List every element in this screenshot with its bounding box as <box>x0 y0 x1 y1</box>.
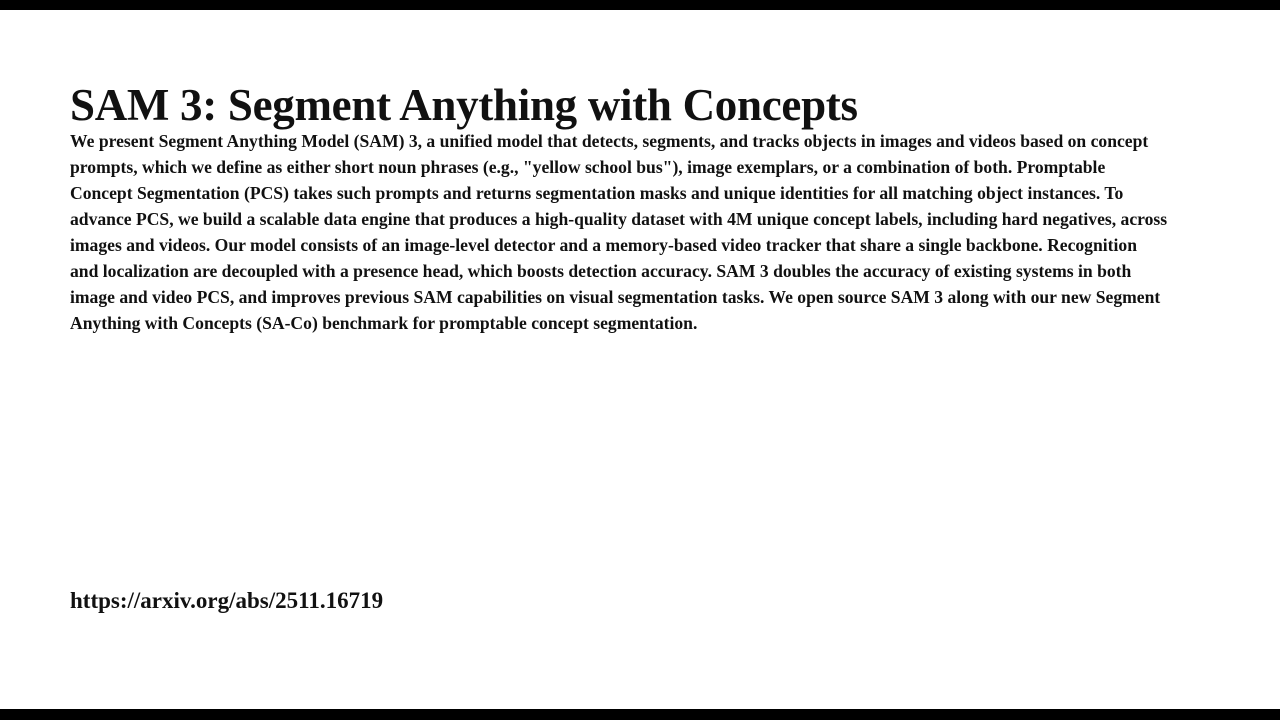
abstract-line: Concept Segmentation (PCS) takes such prompts and returns segmentation masks and unique identities for all matching object instances. To <box>70 183 1124 203</box>
abstract-line: and localization are decoupled with a presence head, which boosts detection accuracy. SAM 3 doubles the accuracy of existing systems in both <box>70 261 1132 281</box>
abstract-line: advance PCS, we build a scalable data engine that produces a high-quality dataset with 4M unique concept labels, including hard negatives, across <box>70 209 1168 229</box>
abstract-line: image and video PCS, and improves previous SAM capabilities on visual segmentation tasks. We open source SAM 3 along with our new Segment <box>70 287 1161 307</box>
abstract-line: images and videos. Our model consists of an image-level detector and a memory-based video tracker that share a single backbone. Recognition <box>70 235 1137 255</box>
abstract-line: Anything with Concepts (SA-Co) benchmark for promptable concept segmentation. <box>70 313 698 333</box>
letterbox-top <box>0 0 1280 10</box>
letterbox-bottom <box>0 709 1280 720</box>
abstract-text <box>70 128 1167 336</box>
arxiv-link[interactable]: https://arxiv.org/abs/2511.16719 <box>70 588 384 613</box>
slide-title: SAM 3: Segment Anything with Concepts <box>70 80 858 130</box>
abstract-line: prompts, which we define as either short noun phrases (e.g., "yellow school bus"), image exemplars, or a combination of both. Promptable <box>70 157 1106 177</box>
abstract-line: We present Segment Anything Model (SAM) 3, a unified model that detects, segments, and tracks objects in images and videos based on concept <box>70 131 1149 151</box>
